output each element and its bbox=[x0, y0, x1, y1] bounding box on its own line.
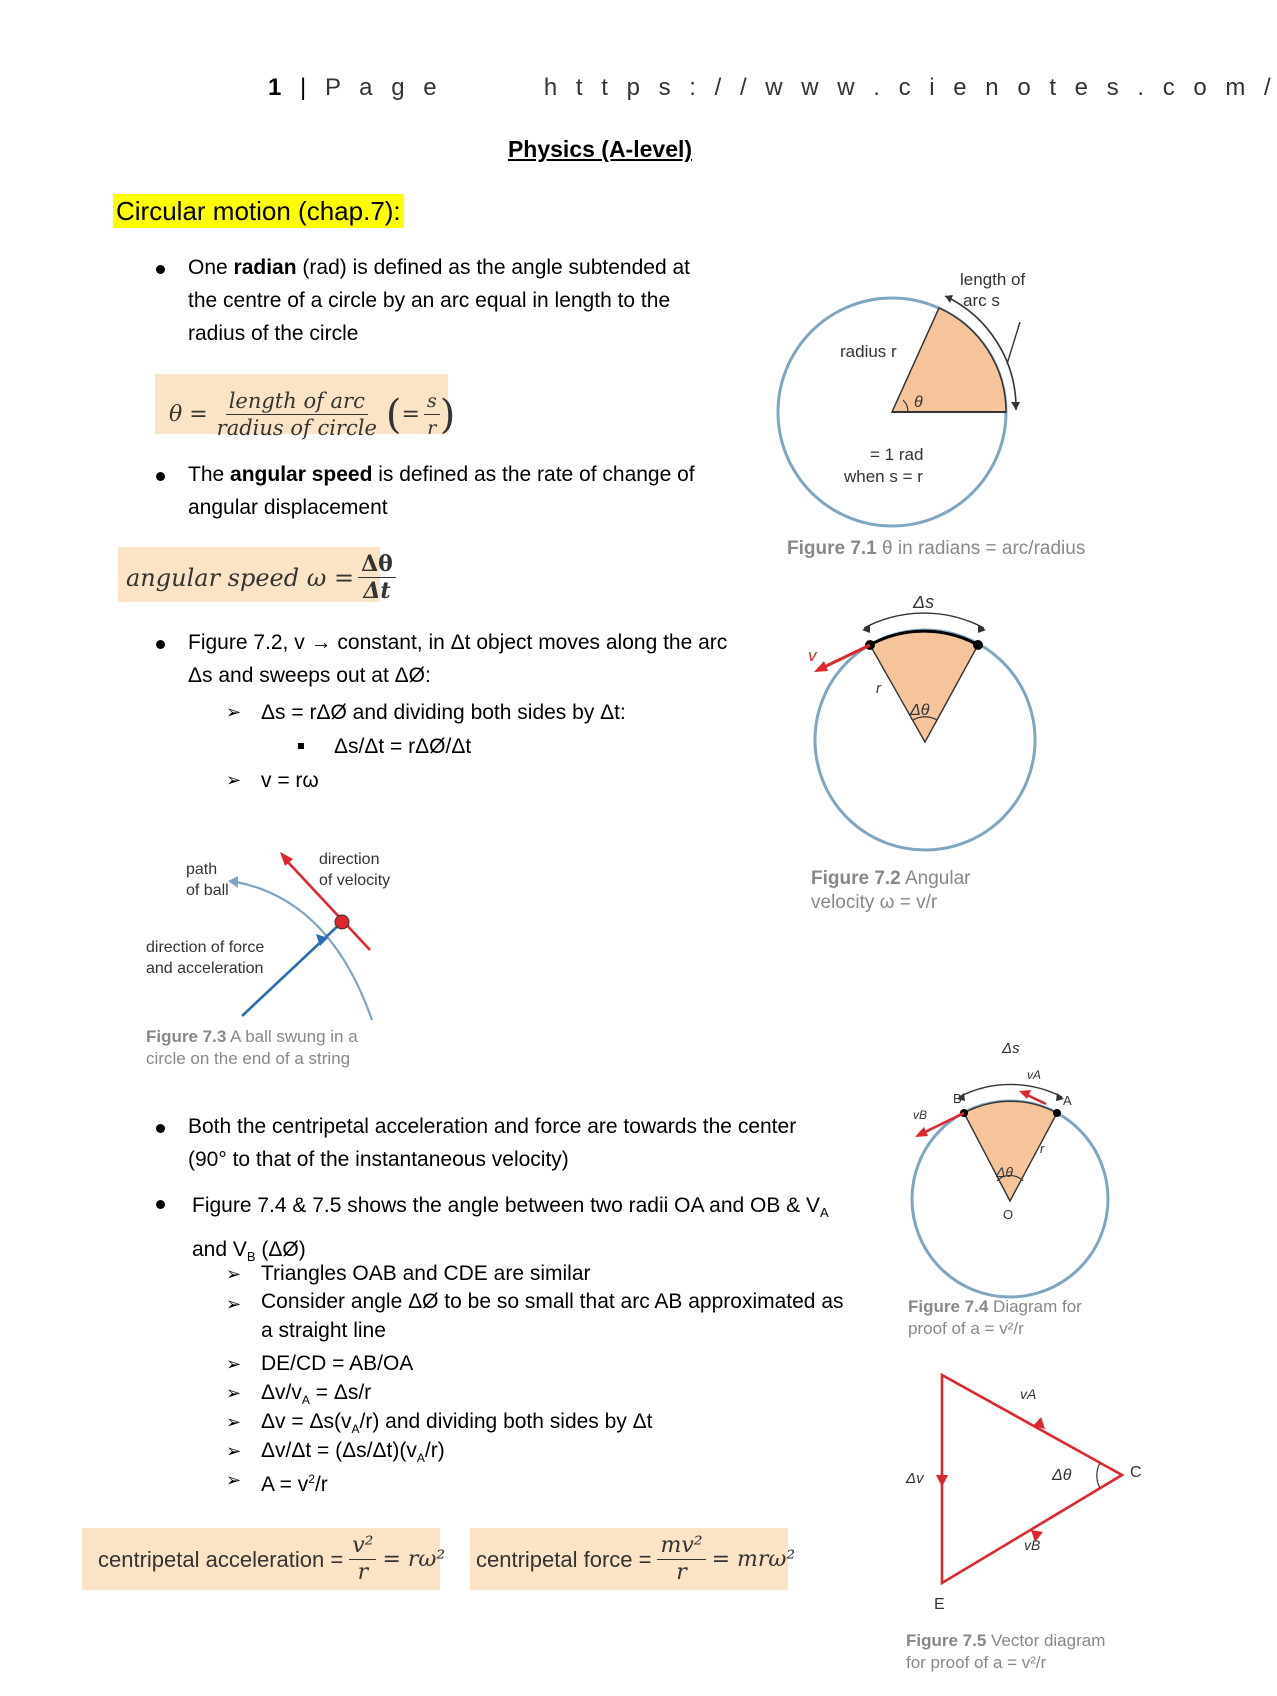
caption-text: velocity ω = v/r bbox=[811, 892, 938, 913]
subscript: A bbox=[820, 1205, 829, 1221]
label-radius: radius r bbox=[840, 342, 897, 361]
sector bbox=[870, 631, 978, 742]
caption-text: Diagram for bbox=[988, 1297, 1082, 1316]
bullet-radian-definition bbox=[188, 251, 690, 350]
arrow-bullet-icon: ➢ bbox=[226, 1264, 242, 1284]
label-va: vA bbox=[1020, 1386, 1037, 1402]
denominator: r bbox=[357, 1560, 369, 1585]
fraction bbox=[657, 1533, 705, 1586]
label-delta-theta: Δθ bbox=[996, 1164, 1013, 1180]
label-direction-of-force: direction of force bbox=[146, 939, 265, 956]
bullet-dot bbox=[156, 640, 165, 649]
caption-text: Angular bbox=[900, 868, 971, 889]
text-span: = Δs/r bbox=[309, 1381, 372, 1404]
label-of-velocity: of velocity bbox=[319, 872, 391, 889]
text-span: a straight line bbox=[261, 1319, 386, 1342]
bullet-dot bbox=[156, 1200, 165, 1209]
formula-centripetal-force bbox=[470, 1528, 796, 1590]
text-span: radius of the circle bbox=[188, 322, 359, 345]
caption-number: Figure 7.4 bbox=[908, 1297, 989, 1316]
text-span: (90° to that of the instantaneous velocity) bbox=[188, 1148, 569, 1171]
label-vb: vB bbox=[1024, 1537, 1041, 1553]
figure-7-4-diagram bbox=[905, 1035, 1125, 1295]
text-span: (ΔØ) bbox=[255, 1238, 306, 1262]
arrow-bullet-icon: ➢ bbox=[226, 1412, 242, 1432]
formula-lhs: angular speed ω = bbox=[126, 563, 355, 592]
text-span: /r) and dividing both sides by Δt bbox=[359, 1410, 653, 1433]
point-icon bbox=[973, 640, 983, 650]
figure-7-2-caption bbox=[811, 867, 970, 915]
figure-7-3-ball-swung bbox=[140, 840, 400, 1030]
text-span: One bbox=[188, 256, 234, 279]
page-word: P a g e bbox=[324, 74, 443, 101]
bullet-figure-7-2 bbox=[188, 626, 727, 692]
arrow-bullet-icon: ➢ bbox=[226, 1441, 242, 1461]
formula-lhs: centripetal force = bbox=[476, 1546, 652, 1572]
figure-7-5-caption bbox=[906, 1630, 1105, 1674]
term-angular-speed: angular speed bbox=[230, 463, 373, 486]
formula-angular-speed bbox=[118, 547, 393, 604]
fraction bbox=[424, 388, 440, 441]
formula-theta: θ = length of arc radius of circle ( = $\frac{s}{r}$ ) bbox=[155, 374, 448, 434]
figure-7-2-angular-velocity bbox=[800, 590, 1050, 850]
text-span: Consider angle ΔØ to be so small that arc AB approximated as bbox=[261, 1290, 844, 1313]
denominator: r bbox=[427, 417, 437, 439]
text-span: Δs and sweeps out at ΔØ: bbox=[188, 664, 431, 687]
text-span: Figure 7.4 & 7.5 shows the angle between two radii OA and OB & V bbox=[192, 1194, 821, 1217]
formula-rhs: = rω² bbox=[382, 1547, 446, 1572]
text-span: is defined as the rate of change of bbox=[372, 463, 695, 486]
formula-lhs: θ = bbox=[169, 402, 208, 427]
figure-7-3-caption bbox=[146, 1026, 358, 1070]
label-o: O bbox=[1003, 1207, 1014, 1222]
arrow-bullet-icon: ➢ bbox=[226, 1470, 242, 1490]
header-url: h t t p s : / / w w w . c i e n o t e s . c o m / bbox=[543, 74, 1277, 101]
denominator: Δt bbox=[363, 578, 391, 604]
denominator: r bbox=[676, 1560, 687, 1585]
denominator: radius of circle bbox=[216, 416, 377, 440]
arrow-bullet-icon: ➢ bbox=[226, 1383, 242, 1403]
arrow-bullet-icon: ➢ bbox=[226, 770, 242, 790]
text-span: The bbox=[188, 463, 231, 486]
figure-7-5-vector-diagram bbox=[900, 1365, 1160, 1625]
label-vb: vB bbox=[913, 1108, 928, 1122]
caption-text: Vector diagram bbox=[986, 1631, 1106, 1650]
subscript: A bbox=[351, 1422, 360, 1437]
superscript: 2 bbox=[308, 1472, 315, 1486]
bullet-dot bbox=[156, 472, 165, 481]
numerator: length of arc bbox=[226, 388, 368, 415]
text-span: /r bbox=[314, 1473, 328, 1496]
label-va: vA bbox=[1027, 1068, 1042, 1082]
label-of-ball: of ball bbox=[186, 882, 229, 899]
dv-arrow-icon bbox=[936, 1475, 948, 1487]
sub-bullet bbox=[261, 1463, 328, 1501]
caption-number: Figure 7.2 bbox=[811, 868, 901, 889]
caption-text: θ in radians = arc/radius bbox=[876, 538, 1086, 559]
caption-number: Figure 7.1 bbox=[787, 538, 877, 559]
label-theta: θ bbox=[914, 394, 923, 411]
text-span: (rad) is defined as the angle subtended at bbox=[296, 256, 690, 279]
header-separator: | bbox=[300, 74, 313, 101]
arrow-bullet-icon: ➢ bbox=[226, 1354, 242, 1374]
subscript: B bbox=[246, 1249, 256, 1265]
text-span: angular displacement bbox=[188, 496, 388, 519]
text-span: /r) bbox=[424, 1439, 445, 1462]
label-one-rad: = 1 rad bbox=[870, 445, 924, 464]
page-number: 1 bbox=[268, 74, 288, 101]
equals: = bbox=[401, 402, 420, 427]
numerator: s bbox=[424, 388, 440, 415]
label-direction: direction bbox=[319, 851, 380, 868]
bullet-centripetal-direction bbox=[188, 1110, 796, 1176]
label-arc-s: arc s bbox=[963, 291, 1000, 310]
arrow-bullet-icon: ➢ bbox=[226, 1294, 242, 1314]
section-title: Circular motion (chap.7): bbox=[113, 194, 404, 228]
sub-bullet: v = rω bbox=[261, 769, 319, 792]
formula-centripetal-acceleration bbox=[82, 1528, 446, 1590]
label-and-acceleration: and acceleration bbox=[146, 960, 264, 977]
fraction bbox=[349, 1533, 376, 1586]
formula-rhs: = mrω² bbox=[711, 1547, 796, 1572]
numerator: mv² bbox=[657, 1533, 705, 1560]
ball-icon bbox=[335, 915, 349, 929]
fraction bbox=[358, 551, 396, 604]
subscript: A bbox=[416, 1451, 425, 1466]
text-span: the centre of a circle by an arc equal in length to the bbox=[188, 289, 671, 312]
figure-7-4-caption bbox=[908, 1296, 1082, 1340]
path-arrow-icon bbox=[228, 876, 238, 888]
caption-text: circle on the end of a string bbox=[146, 1049, 351, 1068]
document-title: Physics (A-level) bbox=[507, 136, 693, 162]
arrow-head-icon bbox=[1011, 402, 1020, 410]
term-radian: radian bbox=[233, 256, 297, 279]
sub-bullet: Triangles OAB and CDE are similar bbox=[261, 1262, 591, 1285]
vb-arrow-icon bbox=[915, 1127, 928, 1137]
text-span: Figure 7.2, v → constant, in Δt object moves along the arc bbox=[188, 631, 728, 654]
label-c: C bbox=[1130, 1464, 1142, 1481]
caption-number: Figure 7.3 bbox=[146, 1027, 227, 1046]
sub-bullet bbox=[261, 1287, 844, 1345]
formula-lhs: centripetal acceleration = bbox=[98, 1546, 344, 1572]
text-span: Δv = Δs(v bbox=[261, 1410, 352, 1433]
label-delta-s: Δs bbox=[1002, 1040, 1020, 1057]
figure-7-1-radian-diagram bbox=[770, 260, 1110, 560]
figure-7-1-caption bbox=[787, 537, 1085, 561]
label-delta-s: Δs bbox=[913, 592, 935, 612]
sub-bullet: DE/CD = AB/OA bbox=[261, 1352, 414, 1375]
label-e: E bbox=[934, 1596, 945, 1613]
label-delta-theta: Δθ bbox=[1052, 1467, 1072, 1484]
caption-text: A ball swung in a bbox=[226, 1027, 358, 1046]
page-header bbox=[268, 74, 1277, 102]
subsub-bullet: Δs/Δt = rΔØ/Δt bbox=[334, 735, 472, 758]
text-span: A = v bbox=[261, 1473, 309, 1496]
bullet-dot bbox=[156, 265, 165, 274]
text-span: Δv/v bbox=[261, 1381, 302, 1404]
label-when: when s = r bbox=[844, 467, 923, 486]
text-span: Δv/Δt = (Δs/Δt)(v bbox=[261, 1439, 417, 1462]
square-bullet-icon bbox=[298, 743, 304, 749]
label-a: A bbox=[1063, 1093, 1072, 1108]
text-span: Both the centripetal acceleration and force are towards the center bbox=[188, 1115, 797, 1138]
label-b: B bbox=[953, 1091, 962, 1106]
subscript: A bbox=[301, 1393, 310, 1408]
label-length-of: length of bbox=[960, 270, 1026, 289]
bullet-angular-speed bbox=[188, 458, 695, 524]
label-delta-theta: Δθ bbox=[910, 702, 930, 719]
fraction bbox=[214, 388, 380, 441]
va-arrow-icon bbox=[1019, 1090, 1031, 1099]
label-delta-v: Δv bbox=[906, 1470, 924, 1487]
label-r: r bbox=[876, 680, 881, 697]
point-a-icon bbox=[1053, 1109, 1061, 1117]
numerator: Δθ bbox=[358, 551, 396, 578]
label-v: v bbox=[808, 646, 817, 665]
arrow-bullet-icon: ➢ bbox=[226, 702, 242, 722]
caption-text: for proof of a = v²/r bbox=[906, 1653, 1047, 1672]
numerator: v² bbox=[349, 1533, 376, 1560]
sector bbox=[892, 308, 1006, 412]
label-path: path bbox=[186, 861, 218, 878]
bullet-dot bbox=[156, 1124, 165, 1133]
caption-number: Figure 7.5 bbox=[906, 1631, 987, 1650]
text-span: and V bbox=[192, 1238, 247, 1262]
sub-bullet: Δs = rΔØ and dividing both sides by Δt: bbox=[261, 701, 626, 724]
label-r: r bbox=[1040, 1141, 1045, 1156]
caption-text: proof of a = v²/r bbox=[908, 1319, 1024, 1338]
